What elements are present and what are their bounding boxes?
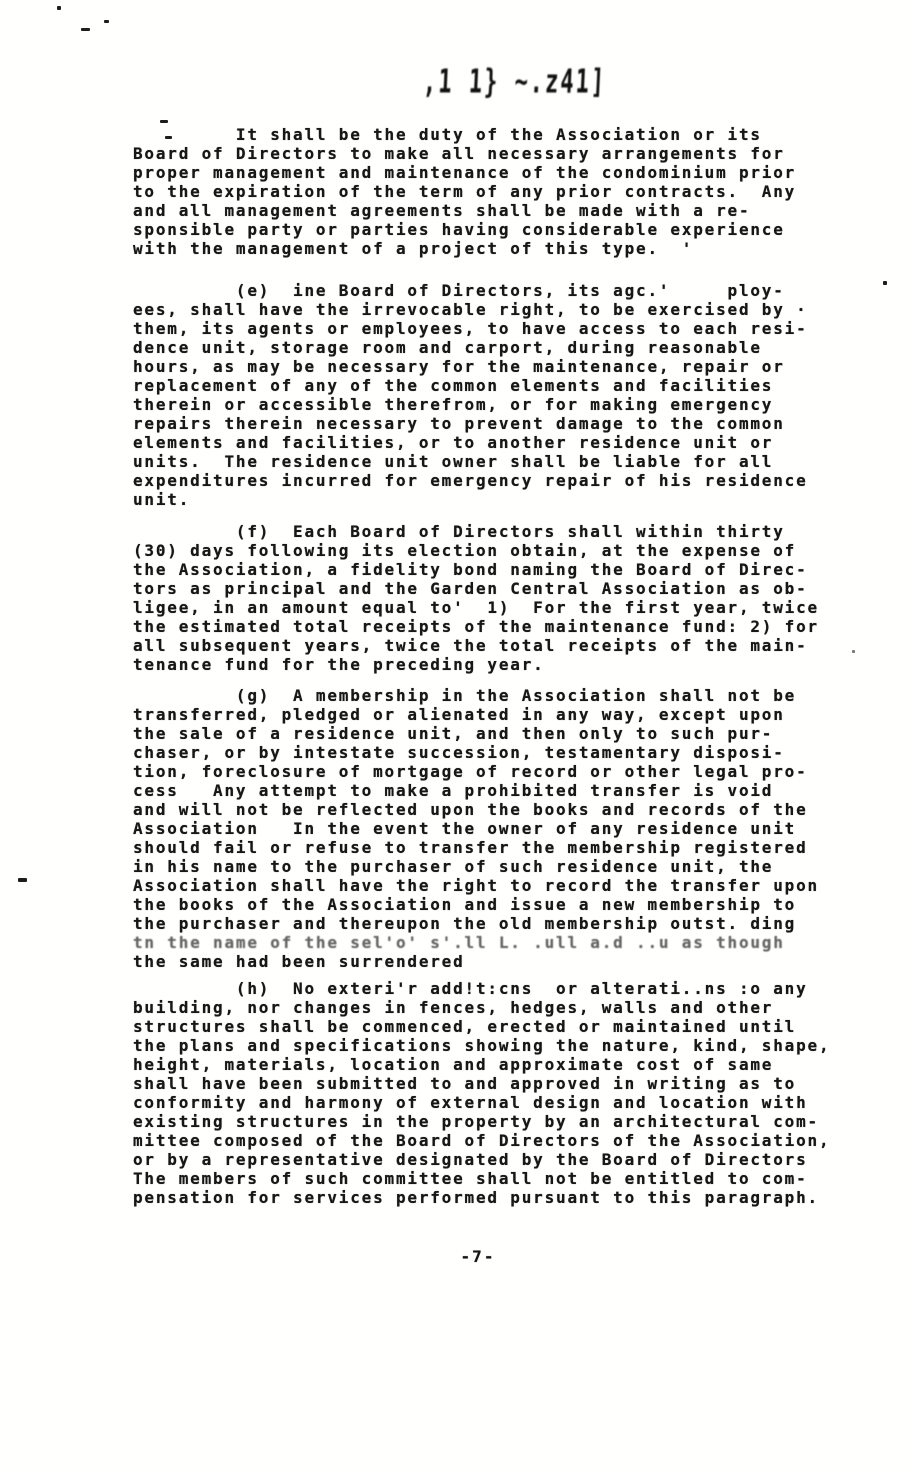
text-line: them, its agents or employees, to have access to each resi- xyxy=(133,319,808,338)
text-line: sponsible party or parties having considerable experience xyxy=(133,220,785,239)
text-line: tion, foreclosure of mortgage of record or other legal pro- xyxy=(133,762,808,781)
text-line: elements and facilities, or to another residence unit or xyxy=(133,433,774,452)
text-line: therein or accessible therefrom, or for making emergency xyxy=(133,395,774,414)
text-line: to the expiration of the term of any prior contracts. Any xyxy=(133,182,797,201)
text-line: dence unit, storage room and carport, during reasonable xyxy=(133,338,762,357)
text-line: unit. xyxy=(133,490,191,509)
text-line: Association shall have the right to record the transfer upon xyxy=(133,876,819,895)
text-line: hours, as may be necessary for the maintenance, repair or xyxy=(133,357,785,376)
text-line: tors as principal and the Garden Central Association as ob- xyxy=(133,579,808,598)
text-line: existing structures in the property by an architectural com- xyxy=(133,1112,819,1131)
text-line: structures shall be commenced, erected or maintained until xyxy=(133,1017,797,1036)
text-line: proper management and maintenance of the condominium prior xyxy=(133,163,797,182)
scan-noise-speck xyxy=(18,878,27,882)
text-line: Association In the event the owner of any residence unit xyxy=(133,819,797,838)
text-line: replacement of any of the common elements and facilities xyxy=(133,376,774,395)
text-line: height, materials, location and approximate cost of same xyxy=(133,1055,774,1074)
handwritten-stamp-mark: ,1 1} ~.z41] xyxy=(422,64,607,102)
text-line: The members of such committee shall not be entitled to com- xyxy=(133,1169,808,1188)
scan-noise-speck xyxy=(57,6,61,10)
text-line: (g) A membership in the Association shall not be xyxy=(133,686,797,705)
text-line: repairs therein necessary to prevent damage to the common xyxy=(133,414,785,433)
text-line: It shall be the duty of the Association or its xyxy=(133,125,762,144)
text-line: the books of the Association and issue a new membership to xyxy=(133,895,797,914)
text-line: mittee composed of the Board of Directors of the Association, xyxy=(133,1131,831,1150)
text-line: and all management agreements shall be made with a re- xyxy=(133,201,751,220)
text-line: (30) days following its election obtain, at the expense of xyxy=(133,541,797,560)
text-line: the purchaser and thereupon the old membership outst. ding xyxy=(133,914,797,933)
text-line: tenance fund for the preceding year. xyxy=(133,655,545,674)
text-line: the plans and specifications showing the nature, kind, shape, xyxy=(133,1036,831,1055)
text-line: units. The residence unit owner shall be liable for all xyxy=(133,452,774,471)
document-body xyxy=(133,125,853,1225)
text-line: ees, shall have the irrevocable right, to be exercised by · xyxy=(133,300,808,319)
text-line: the sale of a residence unit, and then only to such pur- xyxy=(133,724,774,743)
scan-noise-speck xyxy=(160,120,168,123)
paragraph-e xyxy=(133,281,853,509)
text-line: and will not be reflected upon the books and records of the xyxy=(133,800,808,819)
text-line: the Association, a fidelity bond naming the Board of Direc- xyxy=(133,560,808,579)
text-line: pensation for services performed pursuant to this paragraph. xyxy=(133,1188,819,1207)
text-line: all subsequent years, twice the total receipts of the main- xyxy=(133,636,808,655)
text-line: should fail or refuse to transfer the membership registered xyxy=(133,838,808,857)
text-line: transferred, pledged or alienated in any way, except upon xyxy=(133,705,785,724)
text-line: with the management of a project of this type. ' xyxy=(133,239,694,258)
text-line: ligee, in an amount equal to' 1) For the first year, twice xyxy=(133,598,819,617)
text-line: (f) Each Board of Directors shall within thirty xyxy=(133,522,785,541)
text-line: in his name to the purchaser of such residence unit, the xyxy=(133,857,774,876)
paragraph-h xyxy=(133,979,853,1207)
text-line: tn the name of the sel'o' s'.ll L. .ull a.d ..u as though xyxy=(133,933,785,952)
intro-paragraph xyxy=(133,125,853,258)
scan-noise-speck xyxy=(81,28,90,31)
text-line: or by a representative designated by the Board of Directors xyxy=(133,1150,808,1169)
text-line: expenditures incurred for emergency repair of his residence xyxy=(133,471,808,490)
text-line: the estimated total receipts of the maintenance fund: 2) for xyxy=(133,617,819,636)
scan-noise-speck xyxy=(104,20,109,23)
paragraph-g xyxy=(133,686,853,971)
text-line: cess Any attempt to make a prohibited transfer is void xyxy=(133,781,774,800)
paragraph-f xyxy=(133,522,853,674)
text-line: the same had been surrendered xyxy=(133,952,465,971)
text-line: shall have been submitted to and approved in writing as to xyxy=(133,1074,797,1093)
page-number: -7- xyxy=(460,1247,496,1266)
text-line: (e) ine Board of Directors, its agc.' ploy- xyxy=(133,281,785,300)
text-line: (h) No exteri'r add!t:cns or alterati..ns :o any xyxy=(133,979,808,998)
text-line: Board of Directors to make all necessary arrangements for xyxy=(133,144,785,163)
text-line: building, nor changes in fences, hedges, walls and other xyxy=(133,998,774,1017)
text-line: chaser, or by intestate succession, testamentary disposi- xyxy=(133,743,785,762)
text-line: conformity and harmony of external design and location with xyxy=(133,1093,808,1112)
scan-noise-speck xyxy=(883,281,887,285)
